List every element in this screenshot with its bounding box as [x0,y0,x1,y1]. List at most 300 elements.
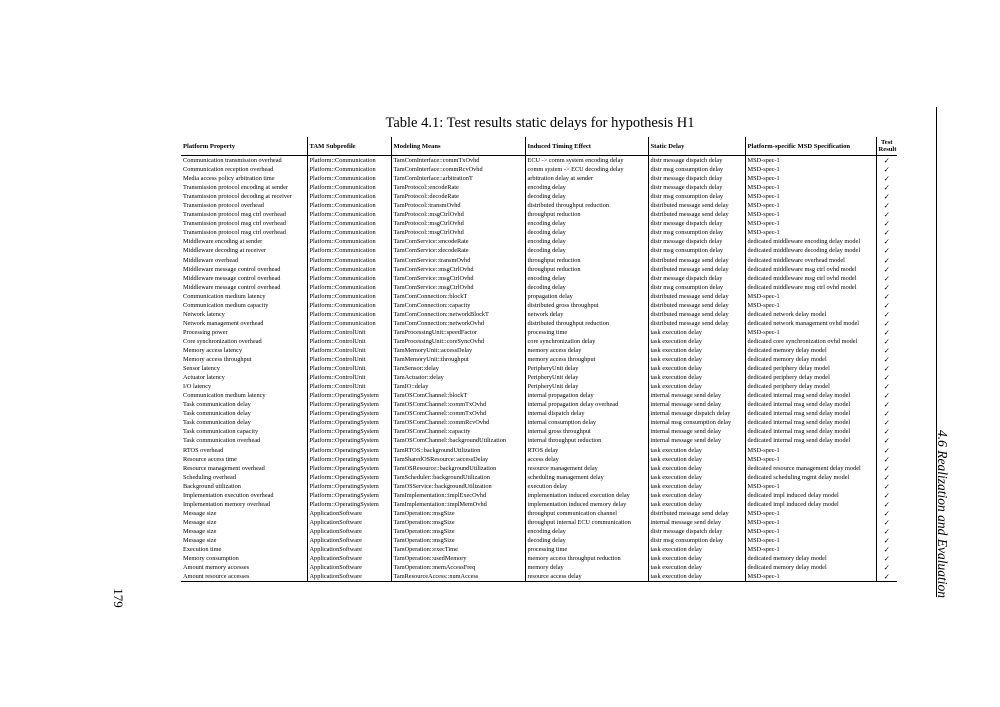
cell-static-delay: distr message dispatch delay [648,274,745,283]
cell-tam-subprofile: Platform::Communication [307,165,391,174]
cell-msd-specification: dedicated network delay model [745,310,876,319]
table-row [181,473,897,482]
cell-msd-specification: MSD-spec-1 [745,446,876,455]
cell-tam-subprofile: Platform::Communication [307,319,391,328]
cell-platform-property: Communication medium latency [183,292,266,300]
cell-modeling-means: TamComInterface::commRcvOvhd [391,165,525,174]
cell-modeling-means: TamRTOS::backgroundUtilization [391,446,525,455]
cell-test-result: ✓ [876,283,897,292]
cell-test-result: ✓ [876,256,897,265]
cell-induced-timing-effect: encoding delay [525,237,648,246]
table-row [181,210,897,219]
cell-msd-specification: dedicated internal msg send delay model [745,436,876,445]
cell-msd-specification: MSD-spec-1 [745,165,876,174]
cell-static-delay: distributed message send delay [648,265,745,274]
cell-induced-timing-effect: encoding delay [525,274,648,283]
cell-induced-timing-effect: decoding delay [525,246,648,255]
cell-msd-specification: dedicated internal msg send delay model [745,409,876,418]
table-row [181,156,897,166]
cell-platform-property: Middleware encoding at sender [183,238,263,246]
cell-modeling-means: TamOperation::memAccessFreq [391,563,525,572]
cell-tam-subprofile: Platform::OperatingSystem [307,473,391,482]
cell-static-delay: distr msg consumption delay [648,246,745,255]
cell-tam-subprofile: Platform::Communication [307,310,391,319]
cell-modeling-means: TamOSComChannel::backgroundUtilization [391,436,525,445]
cell-test-result: ✓ [876,265,897,274]
cell-modeling-means: TamOperation::usedMemory [391,554,525,563]
cell-msd-specification: MSD-spec-1 [745,156,876,166]
cell-test-result: ✓ [876,301,897,310]
cell-static-delay: task execution delay [648,328,745,337]
cell-modeling-means: TamComService::decodeRate [391,246,525,255]
cell-modeling-means: TamOSComChannel::capacity [391,427,525,436]
cell-induced-timing-effect: encoding delay [525,219,648,228]
cell-test-result: ✓ [876,210,897,219]
cell-platform-property: Communication transmission overhead [183,157,282,164]
header-induced-timing-effect: Induced Timing Effect [525,137,648,156]
cell-platform-property: Media access policy arbitration time [183,175,275,183]
cell-modeling-means: TamOSComChannel::commRcvOvhd [391,418,525,427]
cell-platform-property: Transmission protocol decoding at receiver [183,193,292,201]
cell-induced-timing-effect: internal gross throughput [525,427,648,436]
cell-modeling-means: TamProcessingUnit::coreSyncOvhd [391,337,525,346]
cell-modeling-means: TamOperation::msgSize [391,518,525,527]
table-row [181,364,897,373]
cell-msd-specification: dedicated core synchronization ovhd model [745,337,876,346]
cell-test-result: ✓ [876,165,897,174]
cell-platform-property: Implementation execution overhead [183,491,274,499]
table-row [181,446,897,455]
cell-platform-property: Scheduling overhead [183,473,236,481]
cell-tam-subprofile: ApplicationSoftware [307,536,391,545]
cell-modeling-means: TamMemoryUnit::accessDelay [391,346,525,355]
cell-tam-subprofile: Platform::ControlUnit [307,337,391,346]
cell-platform-property: Middleware message control overhead [183,274,281,282]
cell-modeling-means: TamComConnection::capacity [391,301,525,310]
cell-test-result: ✓ [876,572,897,582]
cell-msd-specification: dedicated internal msg send delay model [745,400,876,409]
cell-static-delay: task execution delay [648,554,745,563]
cell-test-result: ✓ [876,509,897,518]
cell-induced-timing-effect: internal propagation delay overhead [525,400,648,409]
cell-modeling-means: TamOperation::msgSize [391,509,525,518]
table-row [181,427,897,436]
cell-tam-subprofile: Platform::Communication [307,192,391,201]
cell-modeling-means: TamOSComChannel::commTxOvhd [391,400,525,409]
table-row [181,382,897,391]
cell-static-delay: internal message send delay [648,400,745,409]
cell-platform-property: Middleware decoding at receiver [183,247,267,255]
cell-platform-property: Task communication capacity [183,428,259,436]
cell-modeling-means: TamProtocol::msgCtrlOvhd [391,210,525,219]
cell-test-result: ✓ [876,500,897,509]
cell-test-result: ✓ [876,409,897,418]
cell-static-delay: task execution delay [648,364,745,373]
cell-msd-specification: dedicated internal msg send delay model [745,427,876,436]
header-msd-specification: Platform-specific MSD Specification [745,137,876,156]
cell-test-result: ✓ [876,554,897,563]
cell-test-result: ✓ [876,219,897,228]
cell-tam-subprofile: ApplicationSoftware [307,527,391,536]
table-row [181,310,897,319]
header-platform-property: Platform Property [181,137,307,156]
header-tam-subprofile: TAM Subprofile [307,137,391,156]
cell-modeling-means: TamOSComChannel::blockT [391,391,525,400]
cell-modeling-means: TamOSComChannel::commTxOvhd [391,409,525,418]
cell-msd-specification: dedicated middleware msg ctrl ovhd model [745,274,876,283]
cell-test-result: ✓ [876,364,897,373]
cell-test-result: ✓ [876,545,897,554]
cell-static-delay: task execution delay [648,491,745,500]
cell-static-delay: task execution delay [648,473,745,482]
cell-modeling-means: TamResourceAccess::numAccess [391,572,525,582]
table-row [181,346,897,355]
cell-tam-subprofile: Platform::Communication [307,265,391,274]
table-row [181,527,897,536]
cell-test-result: ✓ [876,427,897,436]
table-row [181,572,897,582]
cell-induced-timing-effect: implementation induced execution delay [525,491,648,500]
cell-tam-subprofile: Platform::Communication [307,228,391,237]
cell-msd-specification: MSD-spec-1 [745,482,876,491]
cell-msd-specification: dedicated periphery delay model [745,373,876,382]
cell-induced-timing-effect: decoding delay [525,228,648,237]
cell-tam-subprofile: ApplicationSoftware [307,518,391,527]
cell-tam-subprofile: ApplicationSoftware [307,563,391,572]
table-row [181,418,897,427]
cell-induced-timing-effect: processing time [525,545,648,554]
table-row [181,491,897,500]
cell-platform-property: Amount resource accesses [181,572,307,582]
table-row [181,373,897,382]
cell-platform-property: Transmission protocol encoding at sender [183,184,289,192]
cell-static-delay: internal message send delay [648,391,745,400]
cell-induced-timing-effect: distributed throughput reduction [525,201,648,210]
cell-induced-timing-effect: arbitration delay at sender [525,174,648,183]
table-row [181,400,897,409]
cell-msd-specification: dedicated scheduling mgmt delay model [745,473,876,482]
cell-induced-timing-effect: processing time [525,328,648,337]
cell-platform-property: I/O latency [183,383,212,391]
cell-static-delay: distributed message send delay [648,301,745,310]
cell-platform-property: Communication medium capacity [183,301,269,309]
cell-test-result: ✓ [876,491,897,500]
cell-msd-specification: dedicated periphery delay model [745,364,876,373]
cell-tam-subprofile: Platform::Communication [307,256,391,265]
cell-platform-property: Processing power [183,328,228,336]
cell-static-delay: distributed message send delay [648,201,745,210]
cell-induced-timing-effect: execution delay [525,482,648,491]
cell-msd-specification: MSD-spec-1 [745,527,876,536]
cell-static-delay: distr message dispatch delay [648,237,745,246]
cell-msd-specification: MSD-spec-1 [745,210,876,219]
cell-modeling-means: TamActuator::delay [391,373,525,382]
table-row [181,301,897,310]
cell-modeling-means: TamScheduler::backgroundUtilization [391,473,525,482]
cell-static-delay: distributed message send delay [648,210,745,219]
cell-tam-subprofile: Platform::ControlUnit [307,346,391,355]
cell-tam-subprofile: ApplicationSoftware [307,572,391,582]
cell-platform-property: Execution time [183,546,222,554]
table-row [181,283,897,292]
cell-tam-subprofile: Platform::Communication [307,274,391,283]
cell-static-delay: task execution delay [648,455,745,464]
cell-msd-specification: dedicated periphery delay model [745,382,876,391]
cell-tam-subprofile: Platform::ControlUnit [307,382,391,391]
table-row [181,391,897,400]
cell-tam-subprofile: Platform::OperatingSystem [307,391,391,400]
cell-induced-timing-effect: memory access delay [525,346,648,355]
table-row [181,183,897,192]
results-table [181,137,897,582]
cell-tam-subprofile: Platform::ControlUnit [307,355,391,364]
cell-modeling-means: TamComInterface::arbitrationT [391,174,525,183]
table-row [181,500,897,509]
cell-static-delay: internal message send delay [648,436,745,445]
cell-platform-property: Memory access latency [183,346,243,354]
cell-tam-subprofile: Platform::Communication [307,174,391,183]
cell-test-result: ✓ [876,563,897,572]
cell-modeling-means: TamProtocol::transmOvhd [391,201,525,210]
cell-induced-timing-effect: core synchronization delay [525,337,648,346]
cell-test-result: ✓ [876,446,897,455]
header-modeling-means: Modeling Means [391,137,525,156]
table-row [181,545,897,554]
cell-static-delay: task execution delay [648,346,745,355]
cell-modeling-means: TamProtocol::msgCtrlOvhd [391,228,525,237]
cell-test-result: ✓ [876,373,897,382]
cell-induced-timing-effect: decoding delay [525,536,648,545]
cell-modeling-means: TamIO::delay [391,382,525,391]
cell-test-result: ✓ [876,355,897,364]
table-row [181,319,897,328]
cell-modeling-means: TamOperation::msgSize [391,527,525,536]
cell-msd-specification: dedicated internal msg send delay model [745,391,876,400]
cell-tam-subprofile: Platform::ControlUnit [307,373,391,382]
cell-test-result: ✓ [876,246,897,255]
cell-platform-property: Actuator latency [183,374,225,382]
cell-static-delay: distributed message send delay [648,509,745,518]
cell-msd-specification: dedicated impl induced delay model [745,500,876,509]
cell-induced-timing-effect: memory access throughput [525,355,648,364]
cell-platform-property: Transmission protocol msg ctrl overhead [183,220,286,228]
cell-static-delay: distributed message send delay [648,319,745,328]
cell-platform-property: Task communication delay [183,410,251,418]
cell-static-delay: task execution delay [648,355,745,364]
cell-platform-property: Message size [183,509,217,517]
cell-induced-timing-effect: memory access throughput reduction [525,554,648,563]
cell-modeling-means: TamComService::msgCtrlOvhd [391,283,525,292]
cell-induced-timing-effect: distributed gross throughput [525,301,648,310]
cell-tam-subprofile: ApplicationSoftware [307,554,391,563]
cell-modeling-means: TamOSResource::backgroundUtilization [391,464,525,473]
cell-induced-timing-effect: ECU -> comm system encoding delay [525,156,648,166]
running-head-text: 4.6 Realization and Evaluation [935,430,950,598]
cell-test-result: ✓ [876,455,897,464]
cell-static-delay: task execution delay [648,464,745,473]
cell-static-delay: internal message dispatch delay [648,409,745,418]
cell-induced-timing-effect: throughput internal ECU communication [525,518,648,527]
cell-msd-specification: MSD-spec-1 [745,201,876,210]
cell-test-result: ✓ [876,536,897,545]
cell-msd-specification: dedicated middleware decoding delay model [745,246,876,255]
cell-static-delay: internal message send delay [648,518,745,527]
cell-induced-timing-effect: implementation induced memory delay [525,500,648,509]
cell-static-delay: distr message dispatch delay [648,527,745,536]
cell-test-result: ✓ [876,292,897,301]
cell-test-result: ✓ [876,192,897,201]
cell-test-result: ✓ [876,319,897,328]
table-row [181,563,897,572]
cell-tam-subprofile: Platform::OperatingSystem [307,446,391,455]
cell-induced-timing-effect: throughput reduction [525,256,648,265]
cell-tam-subprofile: Platform::Communication [307,219,391,228]
cell-induced-timing-effect: PeripheryUnit delay [525,382,648,391]
cell-modeling-means: TamMemoryUnit::throughput [391,355,525,364]
cell-msd-specification: MSD-spec-1 [745,328,876,337]
cell-tam-subprofile: Platform::OperatingSystem [307,418,391,427]
cell-induced-timing-effect: encoding delay [525,527,648,536]
cell-test-result: ✓ [876,310,897,319]
table-row [181,192,897,201]
cell-platform-property: Message size [183,536,217,544]
table-row [181,219,897,228]
cell-platform-property: Task communication delay [183,419,251,427]
cell-induced-timing-effect: throughput reduction [525,265,648,274]
cell-static-delay: distr msg consumption delay [648,228,745,237]
cell-induced-timing-effect: propagation delay [525,292,648,301]
table-caption: Table 4.1: Test results static delays for hypothesis H1 [385,115,695,131]
cell-static-delay: distr msg consumption delay [648,192,745,201]
cell-modeling-means: TamImplementation::implMemOvhd [391,500,525,509]
cell-msd-specification: MSD-spec-1 [745,192,876,201]
cell-static-delay: distributed message send delay [648,256,745,265]
cell-induced-timing-effect: memory delay [525,563,648,572]
table-row [181,509,897,518]
cell-induced-timing-effect: resource access delay [525,572,648,582]
cell-msd-specification: dedicated memory delay model [745,563,876,572]
cell-tam-subprofile: Platform::OperatingSystem [307,436,391,445]
cell-tam-subprofile: Platform::OperatingSystem [307,464,391,473]
table-row [181,409,897,418]
cell-induced-timing-effect: decoding delay [525,283,648,292]
table-row [181,464,897,473]
cell-msd-specification: dedicated impl induced delay model [745,491,876,500]
cell-msd-specification: MSD-spec-1 [745,518,876,527]
cell-platform-property: Middleware message control overhead [183,283,281,291]
cell-induced-timing-effect: network delay [525,310,648,319]
cell-msd-specification: dedicated middleware msg ctrl ovhd model [745,283,876,292]
cell-induced-timing-effect: internal throughput reduction [525,436,648,445]
cell-test-result: ✓ [876,436,897,445]
cell-platform-property: Message size [183,527,217,535]
table-header-row [181,137,897,156]
cell-induced-timing-effect: encoding delay [525,183,648,192]
cell-msd-specification: MSD-spec-1 [745,536,876,545]
cell-induced-timing-effect: PeripheryUnit delay [525,373,648,382]
cell-tam-subprofile: Platform::Communication [307,156,391,166]
cell-test-result: ✓ [876,418,897,427]
cell-msd-specification: dedicated network management ovhd model [745,319,876,328]
cell-msd-specification: dedicated resource management delay model [745,464,876,473]
table-row [181,554,897,563]
cell-modeling-means: TamComConnection::networkOvhd [391,319,525,328]
table-row [181,265,897,274]
cell-modeling-means: TamComService::transmOvhd [391,256,525,265]
cell-platform-property: Message size [183,518,217,526]
cell-tam-subprofile: Platform::ControlUnit [307,328,391,337]
table-row [181,355,897,364]
cell-msd-specification: MSD-spec-1 [745,455,876,464]
cell-static-delay: task execution delay [648,382,745,391]
cell-static-delay: distr msg consumption delay [648,536,745,545]
cell-test-result: ✓ [876,337,897,346]
cell-platform-property: Communication medium latency [183,392,266,400]
cell-test-result: ✓ [876,237,897,246]
cell-tam-subprofile: Platform::Communication [307,246,391,255]
cell-test-result: ✓ [876,228,897,237]
cell-msd-specification: dedicated middleware overhead model [745,256,876,265]
cell-induced-timing-effect: distributed throughput reduction [525,319,648,328]
cell-modeling-means: TamComConnection::blockT [391,292,525,301]
table-row [181,256,897,265]
table-row [181,292,897,301]
cell-msd-specification: dedicated memory delay model [745,346,876,355]
cell-modeling-means: TamComInterface::commTxOvhd [391,156,525,166]
cell-tam-subprofile: Platform::Communication [307,201,391,210]
cell-test-result: ✓ [876,473,897,482]
cell-tam-subprofile: Platform::OperatingSystem [307,500,391,509]
cell-msd-specification: MSD-spec-1 [745,292,876,301]
cell-modeling-means: TamComService::msgCtrlOvhd [391,265,525,274]
cell-platform-property: Task communication delay [183,401,251,409]
cell-static-delay: task execution delay [648,563,745,572]
cell-modeling-means: TamSharedOSResource::accessDelay [391,455,525,464]
header-static-delay: Static Delay [648,137,745,156]
cell-induced-timing-effect: throughput communication channel [525,509,648,518]
cell-platform-property: Network management overhead [183,319,264,327]
header-test-result: Test Result [876,137,897,156]
cell-msd-specification: MSD-spec-1 [745,228,876,237]
table-row [181,237,897,246]
cell-static-delay: distr message dispatch delay [648,174,745,183]
cell-modeling-means: TamOperation::execTime [391,545,525,554]
cell-modeling-means: TamComService::msgCtrlOvhd [391,274,525,283]
cell-induced-timing-effect: internal propagation delay [525,391,648,400]
cell-tam-subprofile: Platform::Communication [307,283,391,292]
table-row [181,337,897,346]
cell-static-delay: distr message dispatch delay [648,219,745,228]
cell-induced-timing-effect: internal consumption delay [525,418,648,427]
cell-modeling-means: TamComConnection::networkBlockT [391,310,525,319]
cell-test-result: ✓ [876,482,897,491]
cell-tam-subprofile: Platform::ControlUnit [307,364,391,373]
cell-platform-property: Resource management overhead [183,464,265,472]
cell-static-delay: distr message dispatch delay [648,156,745,166]
cell-static-delay: task execution delay [648,337,745,346]
cell-modeling-means: TamProtocol::msgCtrlOvhd [391,219,525,228]
cell-tam-subprofile: ApplicationSoftware [307,509,391,518]
table-row [181,455,897,464]
cell-modeling-means: TamProcessingUnit::speedFactor [391,328,525,337]
cell-tam-subprofile: Platform::OperatingSystem [307,400,391,409]
cell-tam-subprofile: Platform::Communication [307,301,391,310]
cell-platform-property: Amount memory accesses [183,564,250,572]
cell-tam-subprofile: Platform::Communication [307,292,391,301]
table-row [181,436,897,445]
cell-test-result: ✓ [876,274,897,283]
cell-platform-property: Memory consumption [183,555,239,563]
